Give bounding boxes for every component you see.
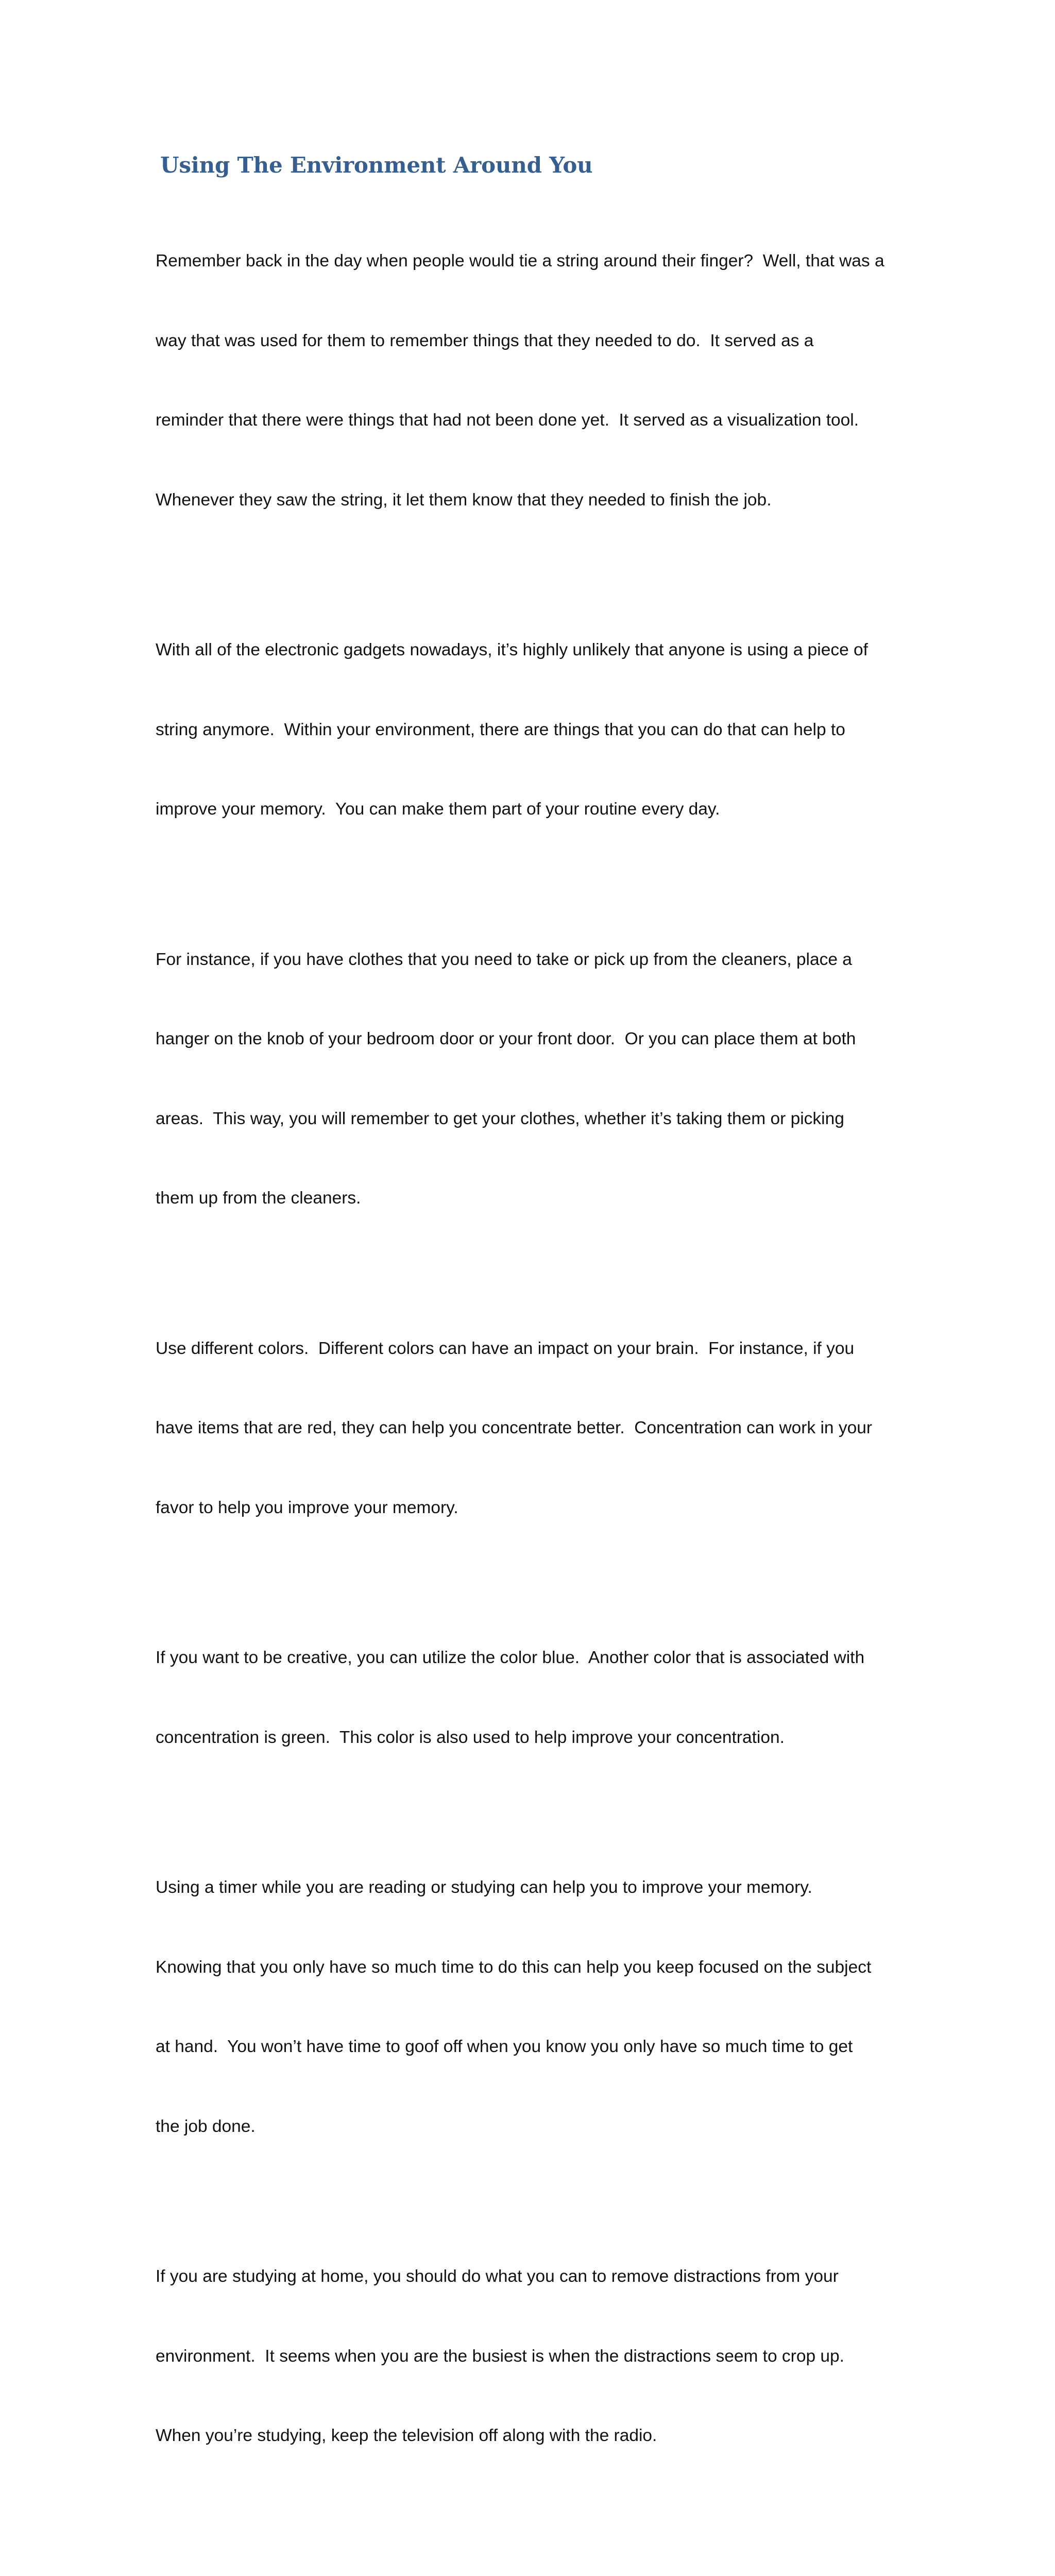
paragraph-6 [156, 1821, 903, 2193]
paragraph-line: concentration is green. This color is also used to help improve your concentration. [156, 1724, 903, 1751]
paragraph-line: When you’re studying, keep the television off along with the radio. [156, 2422, 903, 2449]
paragraph-line: Using a timer while you are reading or studying can help you to improve your memory. [156, 1874, 903, 1901]
paragraph-1 [156, 195, 903, 566]
paragraph-line: Knowing that you only have so much time to do this can help you keep focused on the subject [156, 1954, 903, 1981]
paragraph-line: reminder that there were things that had not been done yet. It served as a visualization tool. [156, 407, 903, 434]
document-title: Using The Environment Around You [160, 147, 903, 184]
paragraph-line: Use different colors. Different colors can have an impact on your brain. For instance, if you [156, 1335, 903, 1362]
paragraph-line: Whenever they saw the string, it let them know that they needed to finish the job. [156, 487, 903, 514]
paragraph-line: at hand. You won’t have time to goof off when you know you only have so much time to get [156, 2033, 903, 2060]
paragraph-list [156, 195, 903, 2576]
paragraph-line: areas. This way, you will remember to get your clothes, whether it’s taking them or picking [156, 1106, 903, 1132]
paragraph-line [156, 2573, 903, 2576]
paragraph-2 [156, 584, 903, 876]
paragraph-line: If you are studying at home, you should do what you can to remove distractions from your [156, 2263, 903, 2290]
paragraph-line: the job done. [156, 2113, 903, 2140]
paragraph-line: hanger on the knob of your bedroom door or your front door. Or you can place them at both [156, 1026, 903, 1053]
paragraph-4 [156, 1282, 903, 1574]
paragraph-line: Remember back in the day when people would tie a string around their finger? Well, that was a [156, 248, 903, 275]
paragraph-8 [156, 2520, 903, 2576]
document-body [156, 147, 903, 2576]
paragraph-line: favor to help you improve your memory. [156, 1495, 903, 1521]
paragraph-line: For instance, if you have clothes that you need to take or pick up from the cleaners, place a [156, 946, 903, 973]
paragraph-line: way that was used for them to remember things that they needed to do. It served as a [156, 328, 903, 354]
paragraph-line: If you want to be creative, you can utilize the color blue. Another color that is associated with [156, 1645, 903, 1671]
paragraph-line: have items that are red, they can help you concentrate better. Concentration can work in your [156, 1415, 903, 1442]
paragraph-line: environment. It seems when you are the busiest is when the distractions seem to crop up. [156, 2343, 903, 2370]
paragraph-7 [156, 2210, 903, 2502]
paragraph-line: string anymore. Within your environment, there are things that you can do that can help to [156, 717, 903, 743]
paragraph-5 [156, 1591, 903, 1804]
paragraph-3 [156, 893, 903, 1265]
paragraph-line: With all of the electronic gadgets nowadays, it’s highly unlikely that anyone is using a piece of [156, 637, 903, 664]
paragraph-line: improve your memory. You can make them part of your routine every day. [156, 796, 903, 823]
paragraph-line: them up from the cleaners. [156, 1185, 903, 1212]
